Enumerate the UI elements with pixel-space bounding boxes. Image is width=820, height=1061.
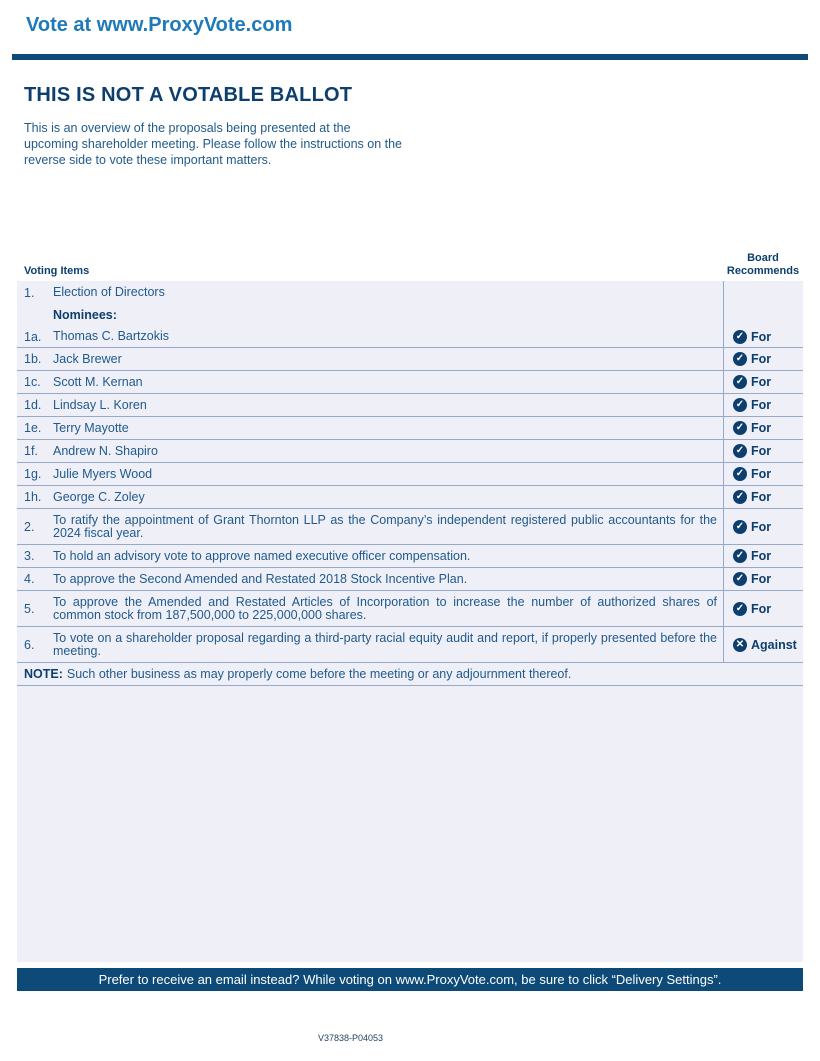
table-row: [17, 371, 803, 394]
rows-container: [17, 326, 803, 663]
row-number: 2.: [24, 519, 35, 534]
note-text: Such other business as may properly come before the meeting or any adjournment thereof.: [66, 667, 572, 681]
table-row: [17, 627, 803, 663]
election-row: [17, 281, 803, 304]
check-icon: ✓: [733, 330, 747, 344]
document-code: V37838-P04053: [318, 1033, 384, 1043]
row-text: Thomas C. Bartzokis: [53, 329, 170, 343]
recommendation-label: For: [751, 519, 772, 534]
row-text: Julie Myers Wood: [53, 466, 153, 481]
row-recommendation: [723, 304, 803, 326]
check-icon: ✓: [733, 467, 747, 481]
row-number: 3.: [24, 549, 35, 563]
nominees-row: [17, 304, 803, 326]
row-recommendation: [723, 348, 803, 370]
row-number: 1d.: [24, 398, 42, 412]
voting-items-header: Voting Items: [24, 265, 90, 277]
delivery-settings-banner: Prefer to receive an email instead? While voting on www.ProxyVote.com, be sure to click “Delivery Settings”.: [17, 968, 803, 991]
board-header-line2: Recommends: [726, 265, 800, 277]
row-text: George C. Zoley: [53, 489, 145, 504]
note-label: NOTE:: [24, 667, 63, 681]
nominees-label: Nominees:: [53, 307, 117, 322]
row-text: To approve the Amended and Restated Articles of Incorporation to increase the number of authorized shares of common stock from 187,500,000 to 225,000,000 shares.: [53, 594, 717, 622]
row-text: Scott M. Kernan: [53, 374, 143, 389]
check-icon: ✓: [733, 490, 747, 504]
check-icon: ✓: [733, 421, 747, 435]
row-number: [17, 304, 53, 326]
recommendation-label: For: [751, 352, 772, 366]
row-text: Lindsay L. Koren: [53, 397, 147, 412]
row-recommendation: [723, 326, 803, 347]
row-text: To approve the Second Amended and Restated 2018 Stock Incentive Plan.: [53, 571, 468, 586]
table-row: [17, 326, 803, 348]
table-row: [17, 545, 803, 568]
recommendation-label: For: [751, 601, 772, 616]
proxyvote-link[interactable]: Vote at www.ProxyVote.com: [26, 14, 293, 36]
voting-items-table: [17, 281, 803, 686]
row-text: Terry Mayotte: [53, 420, 129, 435]
table-row: [17, 463, 803, 486]
recommendation-label: For: [751, 467, 772, 481]
row-recommendation: [723, 371, 803, 393]
table-row: [17, 486, 803, 509]
table-row: [17, 568, 803, 591]
recommendation-label: For: [751, 421, 772, 435]
recommendation-label: For: [751, 549, 772, 563]
row-text: To hold an advisory vote to approve named executive officer compensation.: [53, 548, 471, 563]
check-icon: ✓: [733, 352, 747, 366]
row-text: Election of Directors: [53, 285, 165, 299]
row-number: 1.: [24, 285, 35, 300]
check-icon: ✓: [733, 444, 747, 458]
recommendation-label: For: [751, 329, 772, 344]
row-text: To ratify the appointment of Grant Thornton LLP as the Company’s independent registered public accountants for the 2024 fiscal year.: [53, 512, 717, 540]
recommendation-label: For: [751, 572, 772, 586]
row-number: 1c.: [24, 375, 41, 389]
row-recommendation: [723, 627, 803, 662]
row-recommendation: [723, 591, 803, 626]
row-number: 1h.: [24, 490, 42, 504]
recommendation-label: For: [751, 444, 772, 458]
check-icon: ✓: [733, 549, 747, 563]
check-icon: ✓: [733, 520, 747, 534]
row-number: 1f.: [24, 444, 38, 458]
row-number: 6.: [24, 637, 35, 652]
row-recommendation: [723, 486, 803, 508]
board-recommends-header: [722, 252, 804, 278]
row-recommendation: [723, 440, 803, 462]
row-recommendation: [723, 545, 803, 567]
row-recommendation: [723, 568, 803, 590]
header-divider: [12, 54, 808, 60]
row-recommendation: [723, 463, 803, 485]
table-row: [17, 417, 803, 440]
check-icon: ✓: [733, 572, 747, 586]
recommendation-label: For: [751, 398, 772, 412]
check-icon: ✓: [733, 398, 747, 412]
row-text: To vote on a shareholder proposal regarding a third-party racial equity audit and report, if properly presented before the meeting.: [53, 630, 717, 658]
row-recommendation: [723, 281, 803, 304]
row-number: 1b.: [24, 352, 42, 366]
row-number: 1a.: [24, 329, 42, 344]
row-number: 1g.: [24, 467, 42, 481]
row-recommendation: [723, 394, 803, 416]
board-header-line1: Board: [747, 252, 779, 264]
row-recommendation: [723, 417, 803, 439]
row-number: 4.: [24, 572, 35, 586]
check-icon: ✓: [733, 602, 747, 616]
page-title: THIS IS NOT A VOTABLE BALLOT: [24, 84, 353, 106]
table-row: [17, 440, 803, 463]
row-number: 5.: [24, 601, 35, 616]
row-recommendation: [723, 509, 803, 544]
x-icon: ✕: [733, 638, 747, 652]
row-text: Jack Brewer: [53, 351, 122, 366]
table-row: [17, 348, 803, 371]
check-icon: ✓: [733, 375, 747, 389]
row-text: Andrew N. Shapiro: [53, 443, 158, 458]
recommendation-label: For: [751, 375, 772, 389]
table-row: [17, 394, 803, 417]
recommendation-label: For: [751, 490, 772, 504]
note-row: [17, 663, 803, 686]
table-row: [17, 509, 803, 545]
row-number: 1e.: [24, 421, 42, 435]
intro-text: This is an overview of the proposals being presented at the upcoming shareholder meeting. Please follow the instructions on the reverse side to vote these important matters.: [24, 121, 402, 167]
table-row: [17, 591, 803, 627]
recommendation-label: Against: [751, 637, 797, 652]
